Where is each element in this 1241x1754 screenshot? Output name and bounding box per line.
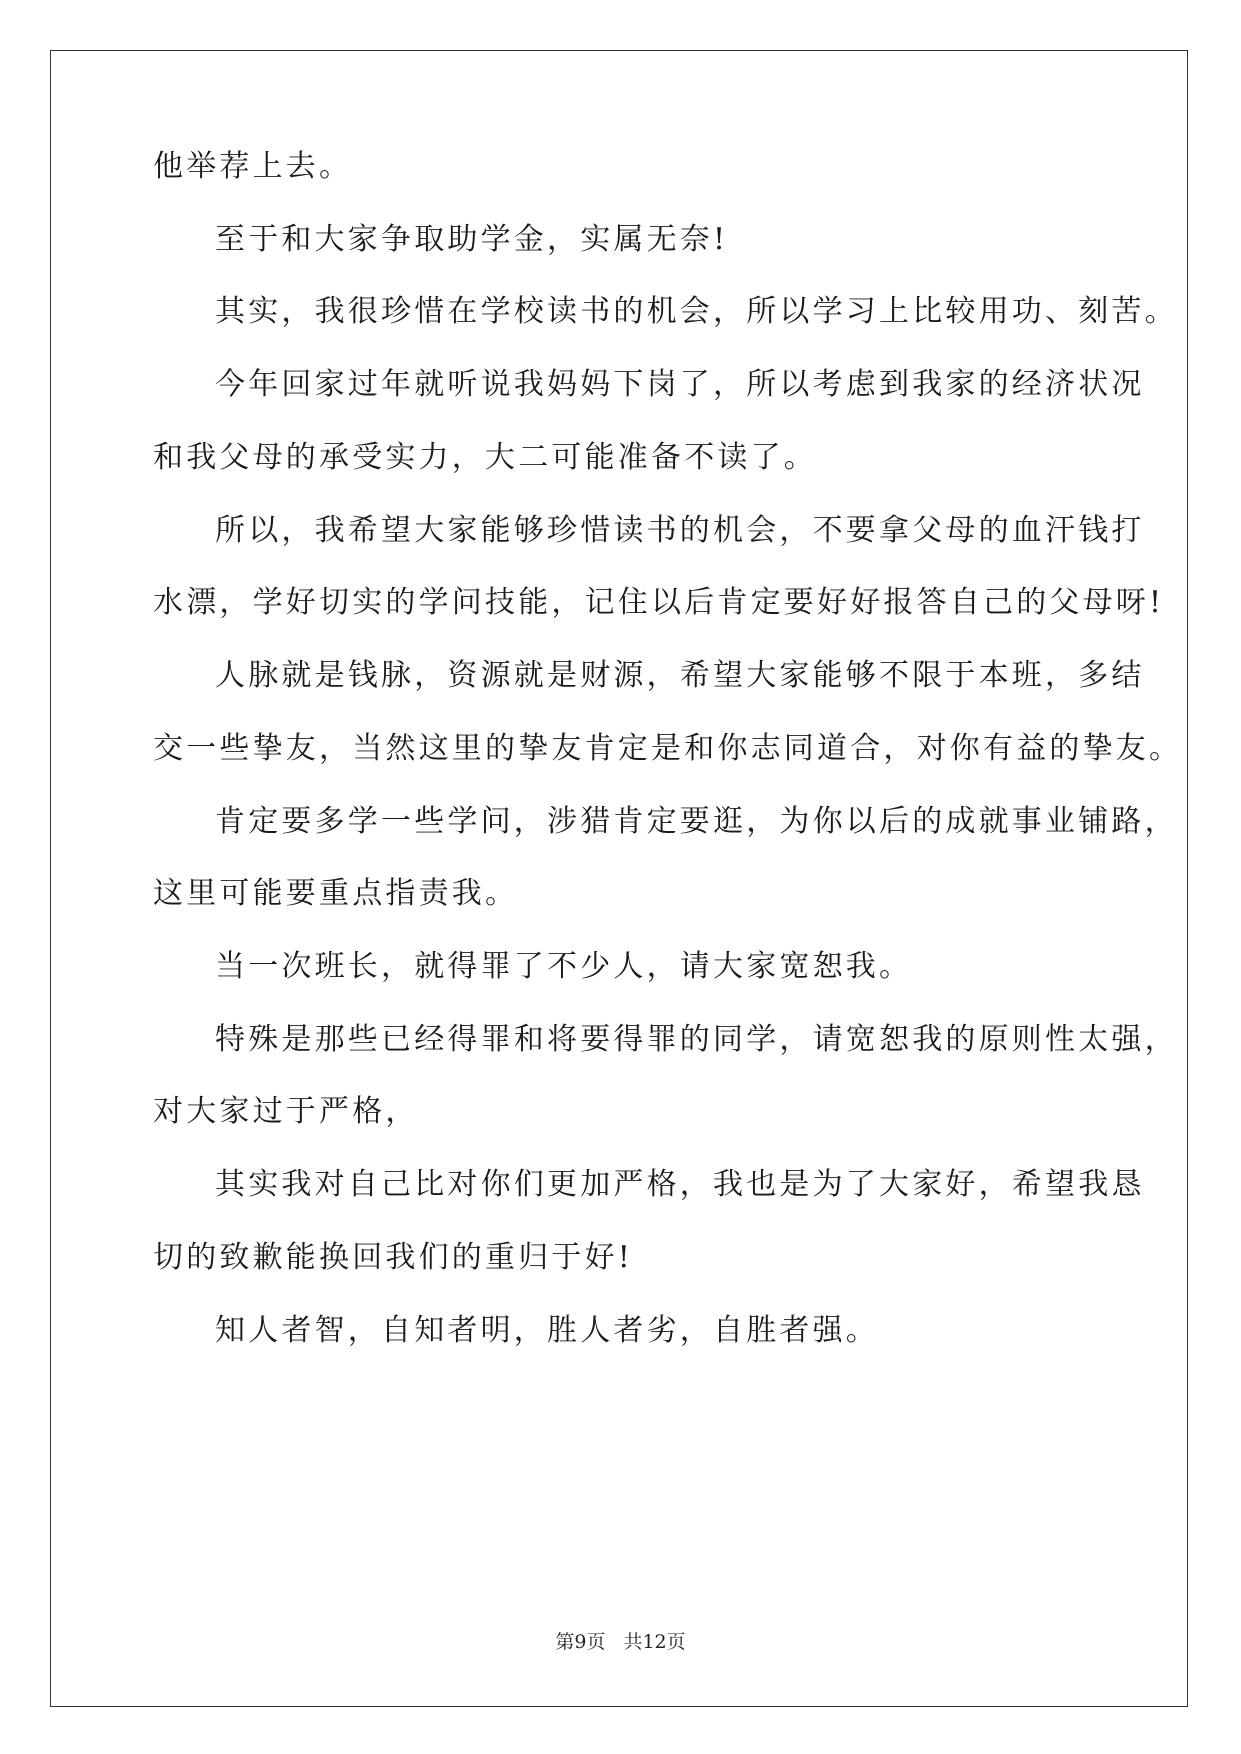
text-line: 特殊是那些已经得罪和将要得罪的同学，请宽恕我的原则性太强， — [215, 1022, 1178, 1057]
text-line: 肯定要多学一些学问，涉猎肯定要逛，为你以后的成就事业铺路， — [215, 804, 1178, 839]
text-line: 水漂，学好切实的学问技能，记住以后肯定要好好报答自己的父母呀! — [153, 585, 1165, 620]
text-line: 对大家过于严格， — [153, 1094, 419, 1129]
text-line: 其实，我很珍惜在学校读书的机会，所以学习上比较用功、刻苦。 — [215, 294, 1178, 329]
text-line: 所以，我希望大家能够珍惜读书的机会，不要拿父母的血汗钱打 — [215, 513, 1145, 548]
text-line: 交一些挚友，当然这里的挚友肯定是和你志同道合，对你有益的挚友。 — [153, 731, 1183, 766]
text-line: 今年回家过年就听说我妈妈下岗了，所以考虑到我家的经济状况 — [215, 367, 1145, 402]
text-line: 他举荐上去。 — [153, 149, 353, 184]
text-line: 其实我对自己比对你们更加严格，我也是为了大家好，希望我恳 — [215, 1167, 1145, 1202]
total-pages: 共12页 — [623, 1631, 686, 1653]
page-footer — [0, 1627, 1241, 1654]
text-line: 人脉就是钱脉，资源就是财源，希望大家能够不限于本班，多结 — [215, 658, 1145, 693]
text-line: 和我父母的承受实力，大二可能准备不读了。 — [153, 440, 817, 475]
page-number: 第9页 — [555, 1631, 606, 1653]
text-line: 切的致歉能换回我们的重归于好! — [153, 1240, 634, 1275]
text-line: 这里可能要重点指责我。 — [153, 876, 519, 911]
text-line: 至于和大家争取助学金，实属无奈! — [215, 222, 729, 257]
text-line: 知人者智，自知者明，胜人者劣，自胜者强。 — [215, 1313, 879, 1348]
text-line: 当一次班长，就得罪了不少人，请大家宽恕我。 — [215, 949, 913, 984]
